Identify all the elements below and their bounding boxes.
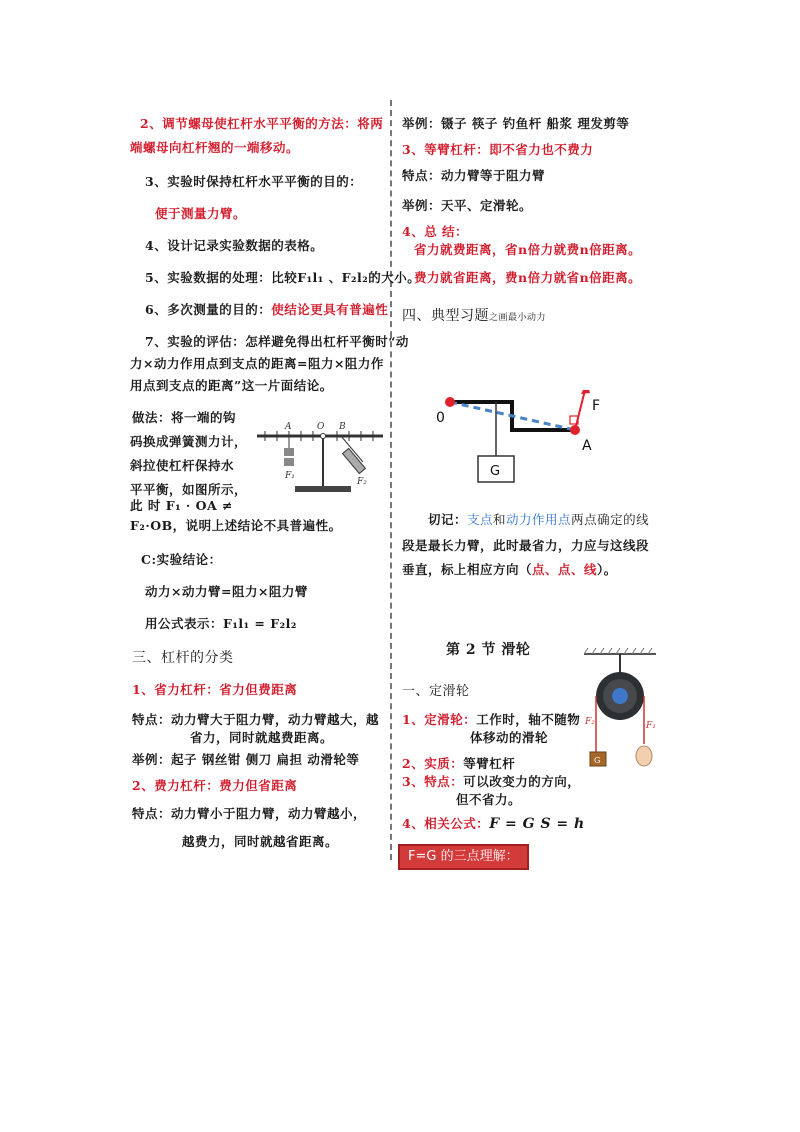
item7-line3: 用点到支点的距离”这一片面结论。 (130, 378, 333, 393)
lever2-feature2: 越费力，同时就越省距离。 (182, 834, 339, 849)
summary-title: 4、总 结： (402, 224, 469, 239)
item4: 4、设计记录实验数据的表格。 (145, 238, 324, 253)
item6: 6、多次测量的目的：使结论更具有普遍性 (145, 302, 389, 317)
lever3-feature: 特点：动力臂等于阻力臂 (402, 168, 546, 183)
conclusion-text: 动力×动力臂=阻力×阻力臂 (145, 584, 308, 599)
item2-line1: 2、调节螺母使杠杆水平平衡的方法：将两 (140, 116, 384, 131)
lever2-examples: 举例：镊子 筷子 钓鱼杆 船浆 理发剪等 (402, 116, 630, 131)
item7-line1: 7、实验的评估：怎样避免得出杠杆平衡时“动 (145, 334, 409, 349)
lever1-feature2: 省力，同时就越费距离。 (190, 730, 334, 745)
summary-line1: 省力就费距离，省n倍力就费n倍距离。 (414, 242, 642, 257)
method-line6: F₂·OB，说明上述结论不具普遍性。 (130, 518, 342, 533)
conclusion-title: C:实验结论： (141, 552, 222, 567)
item5: 5、实验数据的处理：比较F₁l₁ 、F₂l₂的大小。 (145, 270, 421, 285)
lever2-feature1: 特点：动力臂小于阻力臂，动力臂越小， (132, 806, 367, 821)
item2-line2: 端螺母向杠杆翘的一端移动。 (130, 140, 300, 155)
lever3-title: 3、等臂杠杆：即不省力也不费力 (402, 142, 594, 157)
item3-question: 3、实验时保持杠杆水平平衡的目的： (145, 174, 363, 189)
p3-line2: 但不省力。 (456, 792, 522, 807)
p3-line1: 3、特点：可以改变力的方向， (402, 774, 581, 789)
method-line4: 平平衡，如图所示， (130, 482, 248, 497)
method-line2: 码换成弹簧测力计， (130, 434, 248, 449)
lever1-feature1: 特点：动力臂大于阻力臂，动力臂越大，越 (132, 712, 380, 727)
method-line5: 此 时 F₁ · OA ≠ (130, 498, 234, 513)
fig1-label-A: A (285, 422, 292, 432)
remember-line2: 段是最长力臂，此时最省力，力应与这线段 (402, 538, 650, 553)
chapter-title: 第 2 节 滑轮 (446, 642, 531, 658)
minimum-force-figure (430, 390, 630, 494)
fixed-pulley-figure (584, 648, 656, 770)
remember-line3: 垂直，标上相应方向（点、点、线）。 (402, 562, 617, 577)
item3-answer: 便于测量力臂。 (155, 206, 247, 221)
fig3-label-F2: F₂ (585, 717, 595, 727)
column-divider (390, 100, 392, 860)
remember-line1: 切记：支点和动力作用点两点确定的线 (428, 512, 650, 527)
method-line3: 斜拉使杠杆保持水 (130, 458, 235, 473)
summary-line2: 费力就省距离，费n倍力就省n倍距离。 (414, 270, 642, 285)
lever1-examples: 举例：起子 钢丝钳 侧刀 扁担 动滑轮等 (132, 752, 360, 767)
lever1-title: 1、省力杠杆：省力但费距离 (132, 682, 298, 697)
fig2-label-A: A (582, 438, 592, 454)
fig2-label-G: G (490, 464, 501, 479)
p1-line1: 1、定滑轮：工作时，轴不随物 (402, 712, 581, 727)
lever3-examples: 举例：天平、定滑轮。 (402, 198, 533, 213)
section4-heading: 四、典型习题之画最小动力 (402, 308, 547, 324)
three-points-badge: F=G 的三点理解： (398, 844, 529, 870)
fig1-label-F2: F₂ (357, 477, 367, 487)
fig3-label-F1: F₁ (646, 721, 656, 731)
section3-heading: 三、杠杆的分类 (132, 650, 234, 666)
fig3-label-G: G (594, 756, 601, 765)
fig2-label-O: 0 (436, 410, 445, 426)
fig1-label-B: B (339, 422, 346, 432)
fig2-label-F: F (592, 398, 601, 414)
fig1-label-F1: F₁ (285, 471, 295, 481)
lever2-title: 2、费力杠杆：费力但省距离 (132, 778, 298, 793)
conclusion-formula: 用公式表示：F₁l₁ = F₂l₂ (145, 616, 297, 631)
p1-line2: 体移动的滑轮 (470, 730, 549, 745)
fig1-label-O: O (317, 422, 325, 432)
p4: 4、相关公式：F = G S = h (402, 816, 585, 832)
item7-line2: 力×动力作用点到支点的距离=阻力×阻力作 (130, 356, 384, 371)
lever-experiment-figure (255, 418, 385, 496)
p2: 2、实质：等臂杠杆 (402, 756, 516, 771)
pulley-section-heading: 一、定滑轮 (402, 684, 470, 699)
method-line1: 做法：将一端的钩 (132, 410, 237, 425)
